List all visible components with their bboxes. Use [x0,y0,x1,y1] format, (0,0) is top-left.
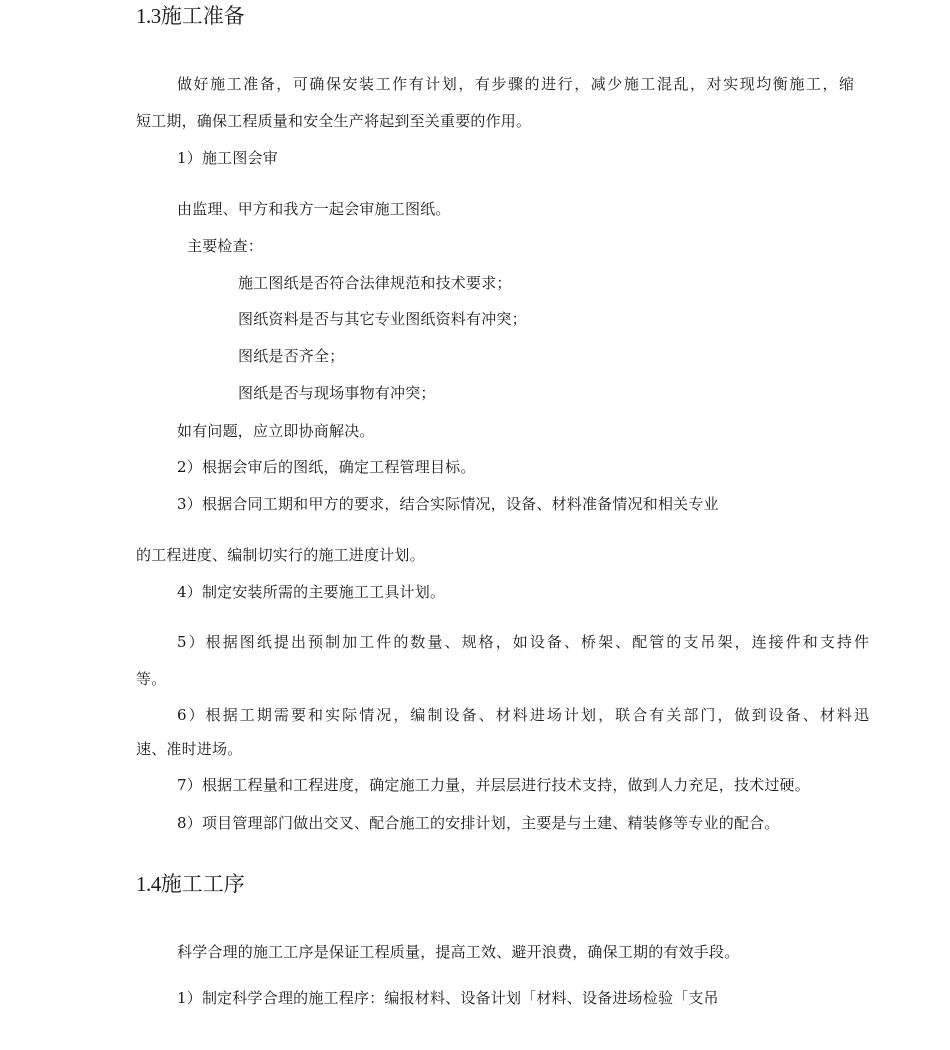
section-number: 1.3 [136,4,161,28]
check-item: 图纸是否齐全； [238,347,345,365]
problem-note: 如有问题，应立即协商解决。 [177,422,375,440]
item-1-title: 1）施工图会审 [177,149,278,167]
section-1-4-item-1: 1）制定科学合理的施工程序：编报材料、设备计划「材料、设备进场检验「支吊 [177,989,719,1007]
check-item: 图纸是否与现场事物有冲突； [238,384,436,402]
item-4: 4）制定安装所需的主要施工工具计划。 [177,583,446,601]
section-number: 1.4 [136,872,161,896]
checks-label: 主要检查： [187,237,264,255]
section-1-4-intro: 科学合理的施工工序是保证工程质量，提高工效、避开浪费，确保工期的有效手段。 [177,943,740,961]
item-7: 7）根据工程量和工程进度，确定施工力量，并层层进行技术支持，做到人力充足，技术过硬。 [177,776,810,794]
intro-paragraph-line-1: 做好施工准备，可确保安装工作有计划，有步骤的进行，减少施工混乱，对实现均衡施工，缩 [177,75,854,93]
section-title: 施工工序 [160,872,245,896]
item-6-line-2: 速、准时进场。 [136,740,243,758]
section-heading-1-3 [136,6,245,27]
check-item: 图纸资料是否与其它专业图纸资料有冲突； [238,310,527,328]
item-5-line-1: 5）根据图纸提出预制加工件的数量、规格，如设备、桥架、配管的支吊架，连接件和支持件 [177,633,869,651]
item-5-line-2: 等。 [136,670,167,688]
item-8: 8）项目管理部门做出交叉、配合施工的安排计划，主要是与土建、精装修等专业的配合。 [177,814,780,832]
item-6-line-1: 6）根据工期需要和实际情况，编制设备、材料进场计划，联合有关部门，做到设备、材料迅 [177,706,869,724]
intro-paragraph-line-2: 短工期，确保工程质量和安全生产将起到至关重要的作用。 [136,112,532,130]
item-1-description: 由监理、甲方和我方一起会审施工图纸。 [177,200,451,218]
item-3-line-2: 的工程进度、编制切实行的施工进度计划。 [136,546,425,564]
section-heading-1-4 [136,874,245,895]
section-title: 施工准备 [160,4,245,28]
item-3-line-1: 3）根据合同工期和甲方的要求，结合实际情况，设备、材料准备情况和相关专业 [177,495,719,513]
item-2: 2）根据会审后的图纸，确定工程管理目标。 [177,458,476,476]
check-item: 施工图纸是否符合法律规范和技术要求； [238,274,512,292]
